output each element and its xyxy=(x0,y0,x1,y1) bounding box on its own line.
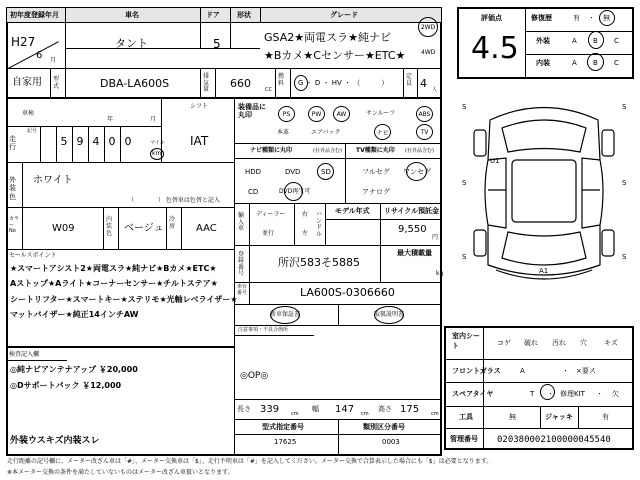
chassis-value: LA600S-0306660 xyxy=(300,286,395,299)
reg-value: 所沢583そ5885 xyxy=(278,256,360,269)
inspection-label: 車検 xyxy=(22,110,35,117)
wheel-rear-left xyxy=(474,230,486,256)
color-no-label: カラーNo xyxy=(9,216,20,234)
diagram-s-6: S xyxy=(622,253,627,261)
tv-label: TV種類に丸印 xyxy=(356,147,395,154)
spare-kit-circle xyxy=(540,384,555,400)
windshield-a: A xyxy=(520,367,525,375)
chassis-label: 車台番号 xyxy=(237,284,248,296)
jack-value: 有 xyxy=(602,413,609,421)
navi-sd: SD xyxy=(321,168,331,176)
sales-line-3: シートリフター★スマートキー★ステリモ★光軸レベライザー★ xyxy=(10,295,238,304)
equipment-item: PW xyxy=(308,106,325,122)
mileage-digit: 4 xyxy=(92,135,100,148)
tools-label: 工具 xyxy=(459,413,473,421)
windshield-dot: ・ xyxy=(562,367,569,375)
shift-value: IAT xyxy=(190,134,209,148)
spare-label: スペアタイヤ xyxy=(452,390,494,398)
sales-line-4: マットバイザー★純正14インチAW xyxy=(10,310,139,319)
type-number-value: 17625 xyxy=(274,438,297,446)
seat-item: 汚れ xyxy=(552,339,566,347)
displacement-label: 排気量 xyxy=(203,73,210,94)
inspection-memo-label: 検査記入欄 xyxy=(9,351,40,358)
management-value: 020380002100000045540 xyxy=(497,435,611,445)
navi-hdd: HDD xyxy=(245,168,262,176)
recycle-yen: 円 xyxy=(432,234,439,241)
drive-4wd: 4WD xyxy=(421,49,436,56)
color-no: W09 xyxy=(52,223,75,234)
repair-yes: 有 xyxy=(573,14,580,22)
door-count: 5 xyxy=(213,37,221,51)
equipment-item: ABS xyxy=(416,106,433,122)
tv-sub: (社外品含む) xyxy=(405,148,434,154)
sales-line-1: ★スマートアシスト2★両電スラ★純ナビ★Bカメ★ETC★ xyxy=(10,264,217,273)
recycle-value: 9,550 xyxy=(398,224,427,235)
diagram-s-2: S xyxy=(622,103,627,111)
manual: 取扱説明書 xyxy=(374,311,405,318)
fuel-label: 燃料 xyxy=(278,73,285,87)
spare-dot-2: ・ xyxy=(596,390,603,398)
inspection-year: 年 xyxy=(107,116,114,123)
capacity-label: 定員 xyxy=(406,73,413,87)
cc-unit: CC xyxy=(265,87,272,93)
equipment-item: サンルーフ xyxy=(366,110,396,117)
handle-label: ハンドル xyxy=(316,211,323,238)
grade-label: グレード xyxy=(330,11,358,19)
int-b: B xyxy=(593,59,598,67)
handle-right: 右 xyxy=(302,211,309,218)
length-value: 339 xyxy=(260,404,280,415)
class-number-value: 0003 xyxy=(382,438,400,446)
drive-2wd-circle xyxy=(418,17,438,37)
reg-year-label: 初年度登録年月 xyxy=(10,11,59,19)
car-rear xyxy=(502,232,586,265)
spare-missing: 欠 xyxy=(612,390,619,398)
type-number-label: 型式指定番号 xyxy=(262,423,304,431)
footer-note-1: 走行距離の記号欄に、メーター改ざん車は「#」、メーター交換車は「$」、走行不明車は「#」を記入してください。メーター交換で合算表示した場合にも「$」は必要となります。 xyxy=(7,458,493,465)
spare-dot-1: ・ xyxy=(547,390,554,398)
car-name-label: 車名 xyxy=(125,11,139,19)
mileage-digit: 0 xyxy=(108,135,116,148)
management-label: 管理番号 xyxy=(450,435,478,443)
width-value: 147 xyxy=(335,404,355,415)
repair-label: 修復歴 xyxy=(531,14,552,22)
door-label: ドア xyxy=(206,11,220,19)
tv-oneseg: ワンセグ xyxy=(403,168,431,176)
navi-label: ナビ種類に丸印 xyxy=(250,147,293,154)
tools-value: 無 xyxy=(509,413,516,421)
mileage-sub: 記号 xyxy=(27,128,38,134)
mileage-digit: 5 xyxy=(60,135,68,148)
diagram-s-5: S xyxy=(462,253,467,261)
km-unit: km xyxy=(152,150,162,157)
tv-analog: アナログ xyxy=(362,188,390,196)
windshield-repair: ×要ス xyxy=(576,367,596,375)
reg-era-year: H27 xyxy=(11,35,36,49)
height-unit: cm xyxy=(431,411,439,417)
handle-left: 左 xyxy=(302,230,309,237)
notes-value: ◎OP◎ xyxy=(240,371,269,381)
car-right-doors xyxy=(582,158,600,228)
reg-month: 6 xyxy=(36,50,43,61)
int-c: C xyxy=(614,59,619,67)
score-value: 4.5 xyxy=(471,31,519,66)
width-unit: cm xyxy=(361,411,369,417)
max-load-unit: kg xyxy=(436,270,444,277)
car-left-doors xyxy=(488,158,506,228)
seat-item: 破れ xyxy=(524,339,538,347)
navi-sub: (社外品含む) xyxy=(313,148,342,154)
capacity-value: 4 xyxy=(420,77,427,90)
repair-no: 無 xyxy=(603,14,610,22)
model-label: 型式 xyxy=(53,76,60,90)
ac-value: AAC xyxy=(196,223,217,234)
mileage-label: 走行 xyxy=(9,135,16,152)
diagram-s-1: S xyxy=(462,103,467,111)
windshield-label: フロントガラス xyxy=(452,367,501,375)
equipment-item: ナビ xyxy=(374,124,391,140)
ext-c: C xyxy=(614,37,619,45)
model-year-label: モデル年式 xyxy=(335,207,370,215)
inspection-month: 月 xyxy=(150,116,157,123)
damage-mark-a1: A1 xyxy=(539,267,549,275)
memo-footer: 外装ウスキズ内装スレ xyxy=(10,436,100,446)
recycle-label: リサイクル預託金 xyxy=(384,207,440,215)
exterior-grade-label: 外装 xyxy=(536,37,550,45)
shift-label: シフト xyxy=(190,103,209,110)
spare-kit: 修理KIT xyxy=(560,390,585,398)
spare-t: T xyxy=(530,390,535,398)
model-code: DBA-LA600S xyxy=(100,77,170,90)
sales-points-label: セールスポイント xyxy=(9,252,57,259)
sales-line-2: Aストップ★Aライト★コーナーセンサー★チルトステア★ xyxy=(10,279,218,288)
length-unit: cm xyxy=(291,411,299,417)
seat-item: 穴 xyxy=(580,339,587,347)
class-number-label: 類別区分番号 xyxy=(363,423,405,431)
width-label: 幅 xyxy=(312,405,319,413)
jack-label: ジャッキ xyxy=(545,413,573,421)
car-hood xyxy=(502,120,586,152)
memo-line-2: ◎Dサポートパック ￥12,000 xyxy=(10,381,122,390)
mileage-digit: 0 xyxy=(124,135,132,148)
car-name: タント xyxy=(115,37,148,50)
notes-label: 注意事項・不具合箇所 xyxy=(238,327,289,333)
memo-line-1: ◎純ナビアンテナアップ ￥20,000 xyxy=(10,365,138,374)
use-type: 自家用 xyxy=(12,77,42,88)
fuel-g-circle xyxy=(294,75,308,91)
ext-b: B xyxy=(593,37,598,45)
car-roof xyxy=(512,160,576,222)
footer-note-2: ※本メーター交換の条件を満たしていないものはメーター改ざん車扱いとなります。 xyxy=(7,469,234,476)
import-dealer: ディーラー xyxy=(256,211,286,218)
exterior-color-label: 外装色 xyxy=(9,176,16,201)
max-load-label: 最大積載量 xyxy=(397,249,432,257)
import-parallel: 並行 xyxy=(262,230,275,237)
wheel-front-right xyxy=(602,130,614,156)
mileage-digit: 9 xyxy=(76,135,84,148)
repair-sep: ・ xyxy=(588,14,595,22)
damage-mark-u1: U1 xyxy=(490,157,500,165)
navi-dvd-play: DVD再生可 xyxy=(279,188,311,195)
score-label: 評価点 xyxy=(481,14,502,22)
equipment-item: AW xyxy=(333,106,350,122)
int-a: A xyxy=(572,59,577,67)
ac-label: 冷房 xyxy=(169,216,176,231)
interior-color-label: 内装色 xyxy=(106,216,113,238)
equipment-label: 装備品に丸印 xyxy=(238,103,266,120)
drive-2wd: 2WD xyxy=(420,23,436,31)
height-value: 175 xyxy=(400,404,420,415)
equipment-item: 本革 xyxy=(277,129,290,136)
diagram-s-3: S xyxy=(462,179,467,187)
month-unit: 月 xyxy=(50,57,57,64)
ext-a: A xyxy=(572,37,577,45)
interior-color: ベージュ xyxy=(124,223,164,234)
seat-label: 室内シート xyxy=(452,332,480,350)
equipment-item: TV xyxy=(416,124,433,140)
navi-cd: CD xyxy=(248,188,259,196)
fuel-options: G ・ D ・ HV ・ （ ） xyxy=(298,79,389,87)
length-label: 長さ xyxy=(237,405,251,413)
interior-grade-label: 内装 xyxy=(536,59,550,67)
displacement-value: 660 xyxy=(230,77,251,90)
import-label: 輸入車 xyxy=(238,212,245,233)
type-label: 形状 xyxy=(237,11,251,19)
exterior-color: ホワイト xyxy=(33,175,73,186)
capacity-unit: 人 xyxy=(432,87,438,93)
color-change-note: （ ） 色替車は色替と記入 xyxy=(128,197,220,204)
seat-item: コゲ xyxy=(497,339,511,347)
equipment-item: エアバック xyxy=(311,129,341,136)
diagram-s-4: S xyxy=(622,179,627,187)
seat-item: キズ xyxy=(604,339,618,347)
int-c-circle xyxy=(587,53,604,71)
equipment-item: PS xyxy=(278,106,295,122)
grade-line-2: ★Bカメ★Cセンサー★ETC★ xyxy=(264,49,406,62)
grade-line-1: GSA2★両電スラ★純ナビ xyxy=(264,31,391,44)
wheel-front-left xyxy=(474,130,486,156)
navi-dvd: DVD xyxy=(285,168,301,176)
header-row xyxy=(7,8,441,23)
new-car-warranty: 新車保証書 xyxy=(270,311,301,318)
height-label: 高さ xyxy=(378,405,392,413)
tv-fullseg: フルセグ xyxy=(362,168,390,176)
mile-unit: マイル xyxy=(150,140,165,146)
reg-label: 登録番号 xyxy=(238,251,245,277)
wheel-rear-right xyxy=(602,230,614,256)
car-diagram xyxy=(450,90,638,295)
